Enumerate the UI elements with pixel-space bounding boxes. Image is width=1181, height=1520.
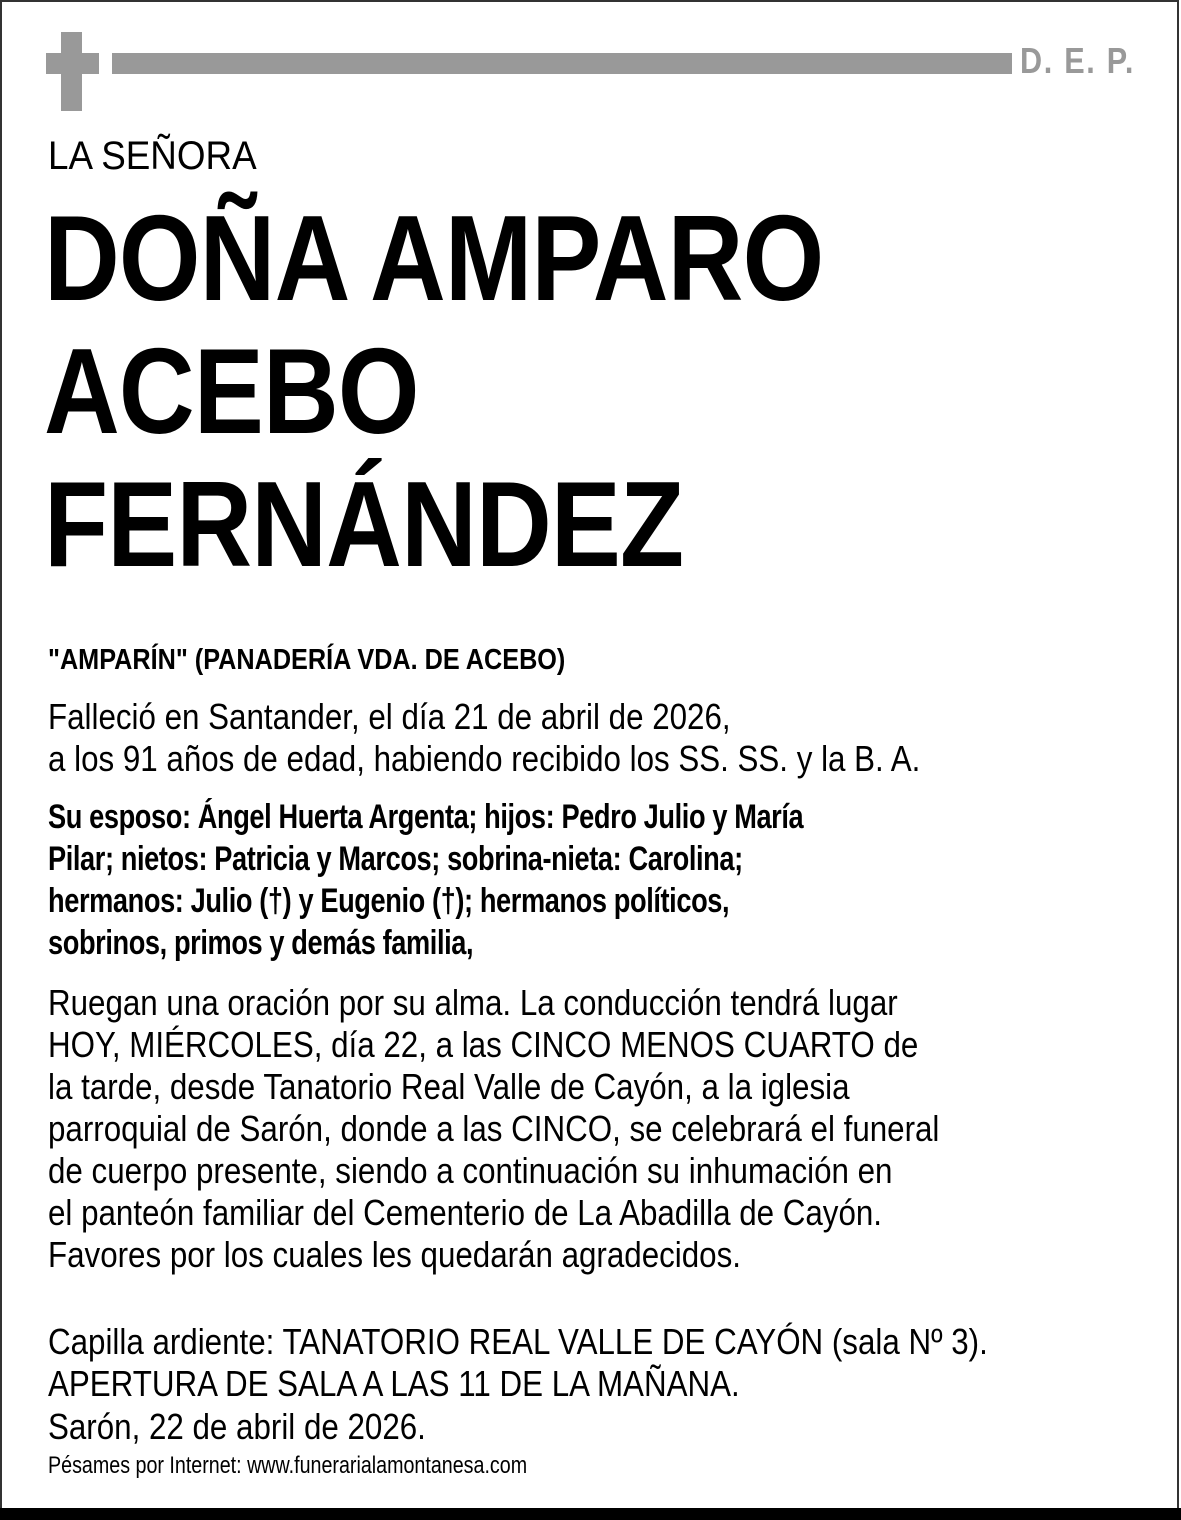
text-line: a los 91 años de edad, habiendo recibido los SS. SS. y la B. A. [48, 738, 921, 779]
text-line: parroquial de Sarón, donde a las CINCO, se celebrará el funeral [48, 1108, 940, 1149]
text-line: Favores por los cuales les quedarán agradecidos. [48, 1234, 741, 1275]
dep-label: D. E. P. [1020, 40, 1136, 81]
text-line: el panteón familiar del Cementerio de La Abadilla de Cayón. [48, 1192, 882, 1233]
text-line: Falleció en Santander, el día 21 de abril de 2026, [48, 696, 731, 737]
text-line: Su esposo: Ángel Huerta Argenta; hijos: Pedro Julio y María [48, 798, 804, 836]
death-notice [48, 696, 920, 780]
family-list [48, 796, 803, 964]
text-line: HOY, MIÉRCOLES, día 22, a las CINCO MENOS CUARTO de [48, 1024, 919, 1065]
condolences-link[interactable]: Pésames por Internet: www.funerarialamontanesa.com [48, 1452, 528, 1479]
text-line: sobrinos, primos y demás familia, [48, 924, 474, 962]
name-line: DOÑA AMPARO [44, 190, 824, 326]
intro-label: LA SEÑORA [48, 134, 257, 178]
header-rule [112, 53, 1012, 74]
text-line: Pilar; nietos: Patricia y Marcos; sobrina-nieta: Carolina; [48, 840, 743, 878]
text-line: hermanos: Julio (†) y Eugenio (†); hermanos políticos, [48, 882, 730, 920]
chapel-info [48, 1321, 988, 1405]
text-line: Capilla ardiente: TANATORIO REAL VALLE DE CAYÓN (sala Nº 3). [48, 1321, 988, 1362]
place-date: Sarón, 22 de abril de 2026. [48, 1406, 426, 1447]
text-line: Ruegan una oración por su alma. La conducción tendrá lugar [48, 982, 898, 1023]
name-line: FERNÁNDEZ [44, 456, 684, 592]
cross-horizontal-bar [46, 53, 99, 74]
text-line: APERTURA DE SALA A LAS 11 DE LA MAÑANA. [48, 1363, 740, 1404]
name-line: ACEBO [44, 323, 419, 459]
service-details [48, 982, 939, 1276]
nickname: "AMPARÍN" (PANADERÍA VDA. DE ACEBO) [48, 644, 566, 676]
text-line: la tarde, desde Tanatorio Real Valle de Cayón, a la iglesia [48, 1066, 850, 1107]
text-line: de cuerpo presente, siendo a continuación su inhumación en [48, 1150, 893, 1191]
deceased-name [44, 192, 823, 591]
bottom-border [0, 1508, 1181, 1520]
